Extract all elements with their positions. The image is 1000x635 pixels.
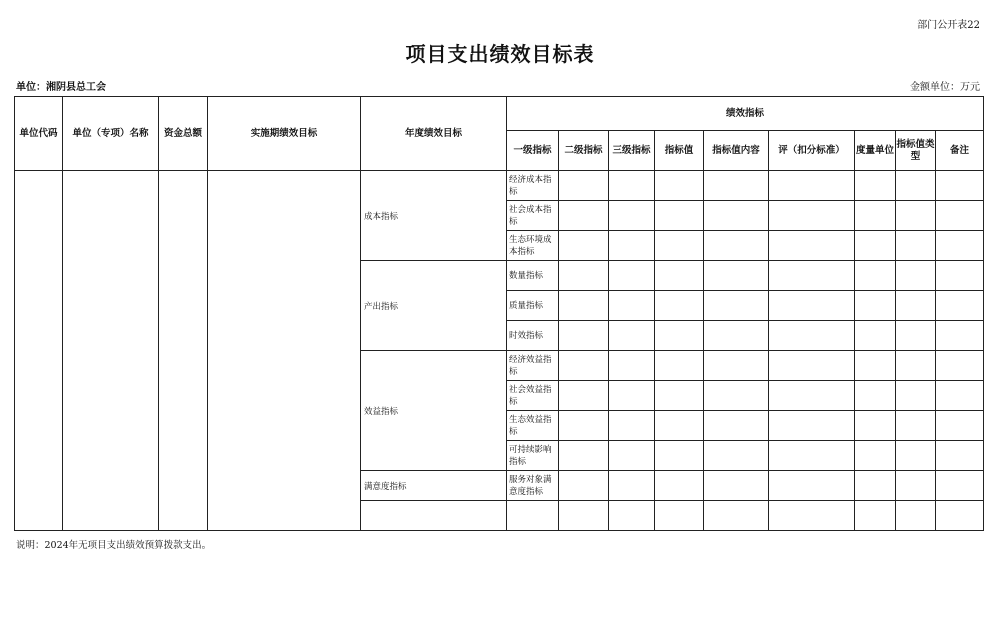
empty-cell <box>936 321 984 351</box>
indicator-item: 服务对象满意度指标 <box>507 471 559 501</box>
header-level3: 三级指标 <box>609 131 655 171</box>
empty-cell <box>936 471 984 501</box>
empty-cell <box>559 291 609 321</box>
empty-cell <box>896 351 936 381</box>
empty-cell <box>855 411 896 441</box>
empty-cell <box>655 381 704 411</box>
empty-cell <box>609 351 655 381</box>
header-indicator-content: 指标值内容 <box>704 131 769 171</box>
empty-cell <box>855 471 896 501</box>
empty-cell <box>609 501 655 531</box>
empty-cell <box>704 291 769 321</box>
empty-cell <box>855 231 896 261</box>
empty-cell <box>655 501 704 531</box>
empty-cell <box>769 381 855 411</box>
empty-cell <box>655 291 704 321</box>
empty-cell <box>609 231 655 261</box>
header-unit-name: 单位（专项）名称 <box>63 97 159 171</box>
empty-cell <box>559 231 609 261</box>
empty-cell <box>855 381 896 411</box>
empty-cell <box>655 231 704 261</box>
empty-cell <box>559 321 609 351</box>
indicator-item: 社会成本指标 <box>507 201 559 231</box>
empty-cell <box>769 501 855 531</box>
indicator-item: 社会效益指标 <box>507 381 559 411</box>
empty-cell <box>936 351 984 381</box>
header-unit-code: 单位代码 <box>15 97 63 171</box>
indicator-group: 产出指标 <box>361 261 507 351</box>
empty-cell <box>855 501 896 531</box>
table-body <box>15 171 984 531</box>
header-level1: 一级指标 <box>507 131 559 171</box>
empty-cell <box>704 321 769 351</box>
empty-cell <box>559 201 609 231</box>
empty-cell <box>936 261 984 291</box>
empty-cell <box>704 381 769 411</box>
performance-table <box>14 96 984 531</box>
empty-cell <box>896 471 936 501</box>
empty-cell <box>769 471 855 501</box>
empty-cell <box>855 201 896 231</box>
empty-cell <box>609 201 655 231</box>
unit-name-cell <box>63 171 159 531</box>
empty-cell <box>896 381 936 411</box>
empty-cell <box>655 411 704 441</box>
empty-cell <box>855 171 896 201</box>
empty-cell <box>855 321 896 351</box>
indicator-item: 生态效益指标 <box>507 411 559 441</box>
indicator-group: 成本指标 <box>361 171 507 261</box>
empty-cell <box>769 351 855 381</box>
indicator-group: 效益指标 <box>361 351 507 471</box>
empty-cell <box>704 411 769 441</box>
empty-cell <box>896 201 936 231</box>
empty-cell <box>769 231 855 261</box>
empty-cell <box>704 351 769 381</box>
indicator-item: 经济成本指标 <box>507 171 559 201</box>
header-total-funds: 资金总额 <box>159 97 208 171</box>
header-performance-indicators: 绩效指标 <box>507 97 984 131</box>
empty-cell <box>559 441 609 471</box>
empty-cell <box>655 261 704 291</box>
empty-cell <box>855 261 896 291</box>
empty-cell <box>507 501 559 531</box>
empty-cell <box>704 471 769 501</box>
empty-cell <box>769 291 855 321</box>
empty-cell <box>609 261 655 291</box>
empty-cell <box>896 231 936 261</box>
empty-cell <box>769 201 855 231</box>
empty-cell <box>936 171 984 201</box>
empty-cell <box>855 441 896 471</box>
indicator-item: 质量指标 <box>507 291 559 321</box>
indicator-item: 时效指标 <box>507 321 559 351</box>
total-funds-cell <box>159 171 208 531</box>
empty-cell <box>896 321 936 351</box>
header-remark: 备注 <box>936 131 984 171</box>
empty-cell <box>559 501 609 531</box>
empty-cell <box>936 501 984 531</box>
empty-cell <box>896 171 936 201</box>
empty-cell <box>609 471 655 501</box>
header-level2: 二级指标 <box>559 131 609 171</box>
empty-cell <box>769 441 855 471</box>
empty-cell <box>559 171 609 201</box>
empty-cell <box>559 261 609 291</box>
empty-cell <box>896 501 936 531</box>
empty-cell <box>609 171 655 201</box>
empty-cell <box>559 381 609 411</box>
header-indicator-type: 指标值类型 <box>896 131 936 171</box>
empty-cell <box>655 201 704 231</box>
header-indicator-value: 指标值 <box>655 131 704 171</box>
empty-cell <box>655 471 704 501</box>
empty-cell <box>936 231 984 261</box>
empty-cell <box>609 321 655 351</box>
empty-cell <box>655 321 704 351</box>
indicator-item: 数量指标 <box>507 261 559 291</box>
money-unit-label: 金额单位：万元 <box>910 82 980 93</box>
empty-cell <box>655 441 704 471</box>
indicator-item: 生态环境成本指标 <box>507 231 559 261</box>
empty-cell <box>855 351 896 381</box>
empty-cell <box>704 231 769 261</box>
empty-cell <box>609 441 655 471</box>
empty-cell <box>855 291 896 321</box>
empty-cell <box>896 291 936 321</box>
empty-cell <box>896 261 936 291</box>
empty-cell <box>704 501 769 531</box>
table-row <box>15 171 984 201</box>
empty-cell <box>896 411 936 441</box>
empty-cell <box>896 441 936 471</box>
empty-cell <box>769 411 855 441</box>
unit-code-cell <box>15 171 63 531</box>
empty-cell <box>936 291 984 321</box>
period-goal-cell <box>208 171 361 531</box>
empty-cell <box>769 321 855 351</box>
header-period-goal: 实施期绩效目标 <box>208 97 361 171</box>
empty-cell <box>704 441 769 471</box>
header-annual-goal: 年度绩效目标 <box>361 97 507 171</box>
empty-cell <box>769 261 855 291</box>
empty-cell <box>559 471 609 501</box>
empty-cell <box>704 201 769 231</box>
empty-cell <box>936 441 984 471</box>
empty-cell <box>361 501 507 531</box>
document-number: 部门公开表22 <box>917 20 980 31</box>
footnote: 说明：2024年无项目支出绩效预算拨款支出。 <box>16 540 212 551</box>
unit-label: 单位：湘阴县总工会 <box>16 82 106 93</box>
empty-cell <box>655 351 704 381</box>
indicator-item: 可持续影响指标 <box>507 441 559 471</box>
empty-cell <box>769 171 855 201</box>
empty-cell <box>609 291 655 321</box>
empty-cell <box>559 351 609 381</box>
indicator-group: 满意度指标 <box>361 471 507 501</box>
indicator-item: 经济效益指标 <box>507 351 559 381</box>
header-scoring: 评（扣分标准） <box>769 131 855 171</box>
empty-cell <box>609 411 655 441</box>
empty-cell <box>704 261 769 291</box>
empty-cell <box>704 171 769 201</box>
empty-cell <box>559 411 609 441</box>
empty-cell <box>936 381 984 411</box>
empty-cell <box>609 381 655 411</box>
empty-cell <box>936 411 984 441</box>
header-measure-unit: 度量单位 <box>855 131 896 171</box>
empty-cell <box>655 171 704 201</box>
empty-cell <box>936 201 984 231</box>
page-title: 项目支出绩效目标表 <box>405 42 595 66</box>
